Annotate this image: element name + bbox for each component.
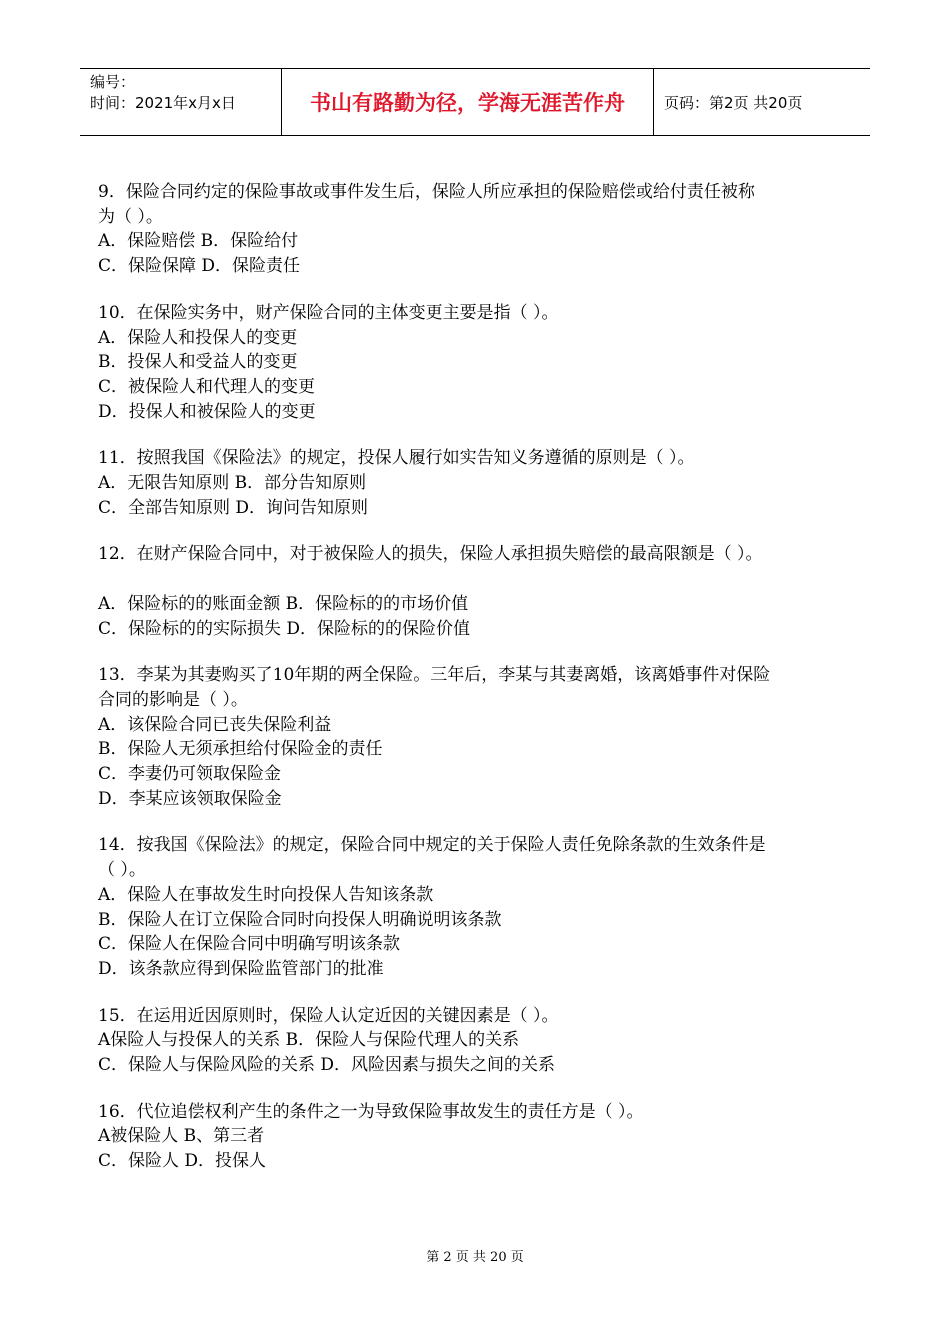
question-list xyxy=(98,180,858,1196)
question-text: 13．李某为其妻购买了10年期的两全保险。三年后，李某与其妻离婚，该离婚事件对保险 xyxy=(98,665,771,686)
question-option: C．被保险人和代理人的变更 xyxy=(98,376,316,397)
question-option: A．无限告知原则 B．部分告知原则 xyxy=(98,473,367,494)
question-block xyxy=(98,833,858,981)
question-option: C．全部告知原则 D．询问告知原则 xyxy=(98,497,369,518)
header-motto: 书山有路勤为径，学海无涯苦作舟 xyxy=(282,69,654,135)
question-option: A被保险人 B、第三者 xyxy=(98,1126,265,1147)
question-text xyxy=(98,567,858,592)
question-option: A．保险人和投保人的变更 xyxy=(98,327,298,348)
page-header xyxy=(80,68,870,136)
time-label: 时间：2021年x月x日 xyxy=(90,94,236,112)
question-block xyxy=(98,542,858,641)
question-option: A．保险标的的账面金额 B．保险标的的市场价值 xyxy=(98,593,469,614)
question-text: （ ）。 xyxy=(98,860,146,881)
question-text: 10．在保险实务中，财产保险合同的主体变更主要是指（ ）。 xyxy=(98,302,559,323)
question-option: B．保险人无须承担给付保险金的责任 xyxy=(98,739,383,760)
question-text: 16．代位追偿权利产生的条件之一为导致保险事故发生的责任方是（ ）。 xyxy=(98,1101,644,1122)
number-label: 编号： xyxy=(90,73,136,91)
question-option: C．李妻仍可领取保险金 xyxy=(98,764,282,785)
question-option: C．保险标的的实际损失 D．保险标的的保险价值 xyxy=(98,618,471,639)
question-option: A．该保险合同已丧失保险利益 xyxy=(98,714,332,735)
question-option: C．保险人在保险合同中明确写明该条款 xyxy=(98,934,401,955)
question-option: D．该条款应得到保险监管部门的批准 xyxy=(98,958,384,979)
question-option: C．保险人 D．投保人 xyxy=(98,1151,267,1172)
question-option: D．李某应该领取保险金 xyxy=(98,788,282,809)
question-block xyxy=(98,1100,858,1174)
question-option: C．保险人与保险风险的关系 D．风险因素与损失之间的关系 xyxy=(98,1055,556,1076)
question-text: 为（ ）。 xyxy=(98,206,163,227)
question-text: 15．在运用近因原则时，保险人认定近因的关键因素是（ ）。 xyxy=(98,1005,559,1026)
question-text: 合同的影响是（ ）。 xyxy=(98,689,248,710)
question-text: 9．保险合同约定的保险事故或事件发生后，保险人所应承担的保险赔偿或给付责任被称 xyxy=(98,182,755,202)
page-footer: 第 2 页 共 20 页 xyxy=(426,1250,524,1265)
question-block xyxy=(98,1004,858,1078)
question-option: C．保险保障 D．保险责任 xyxy=(98,256,301,277)
question-block xyxy=(98,180,858,279)
question-text: 12．在财产保险合同中，对于被保险人的损失，保险人承担损失赔偿的最高限额是（ ）。 xyxy=(98,544,763,565)
question-text: 11．按照我国《保险法》的规定，投保人履行如实告知义务遵循的原则是（ ）。 xyxy=(98,448,695,469)
header-page-info: 页码：第2页 共20页 xyxy=(664,93,803,112)
question-option: B．投保人和受益人的变更 xyxy=(98,352,298,373)
header-meta xyxy=(80,69,282,135)
question-option: A保险人与投保人的关系 B．保险人与保险代理人的关系 xyxy=(98,1030,520,1051)
question-block xyxy=(98,663,858,811)
question-option: A．保险人在事故发生时向投保人告知该条款 xyxy=(98,884,434,905)
question-block xyxy=(98,446,858,520)
question-option: B．保险人在订立保险合同时向投保人明确说明该条款 xyxy=(98,909,502,930)
question-option: D．投保人和被保险人的变更 xyxy=(98,401,316,422)
question-text: 14．按我国《保险法》的规定，保险合同中规定的关于保险人责任免除条款的生效条件是 xyxy=(98,835,766,856)
question-block xyxy=(98,301,858,425)
question-option: A．保险赔偿 B．保险给付 xyxy=(98,231,299,252)
